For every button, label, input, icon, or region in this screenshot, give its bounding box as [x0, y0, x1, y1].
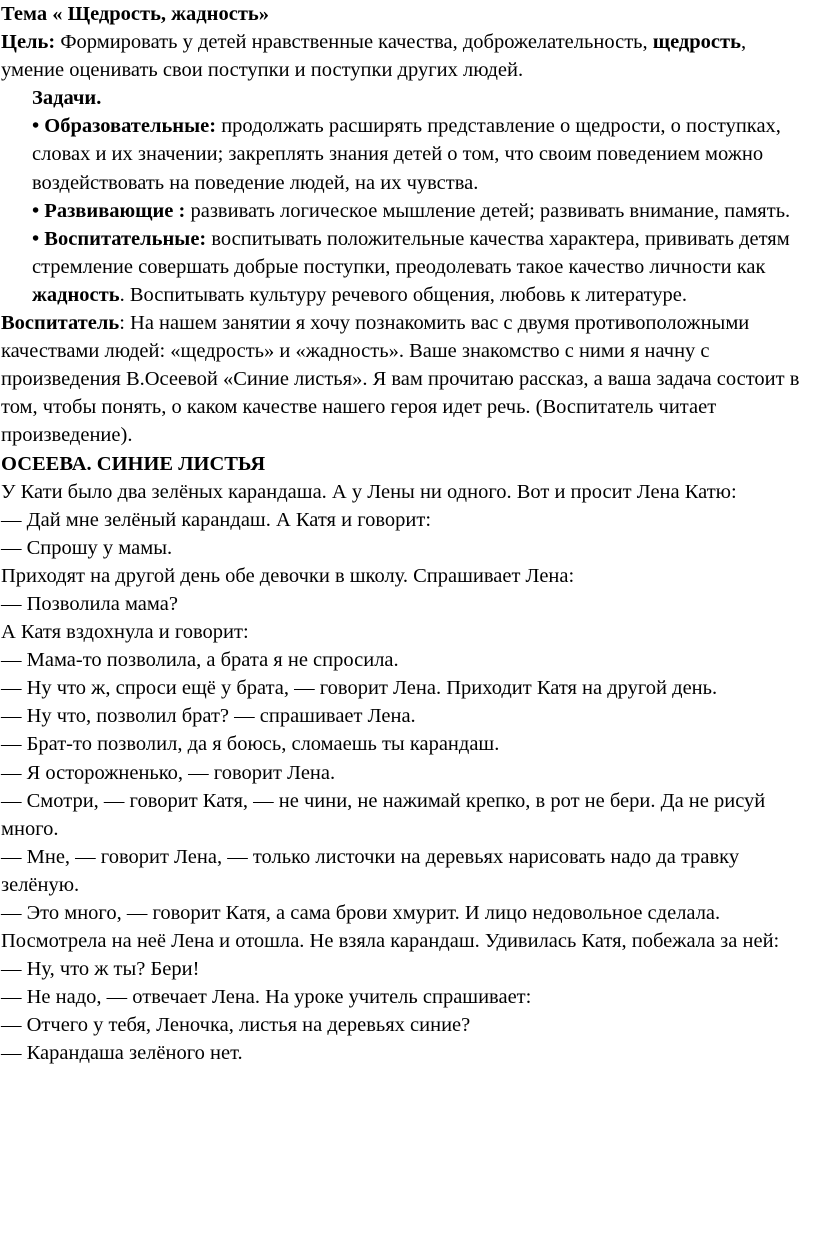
- teacher-label: Воспитатель: [1, 312, 120, 335]
- story-line: А Катя вздохнула и говорит:: [1, 621, 249, 644]
- task-upbringing-text-1: воспитывать положительные качества характера, прививать детям стремление совершать добрые поступки, преодолевать такое качество личности как: [32, 227, 790, 278]
- story-line: — Ну, что ж ты? Бери!: [1, 958, 200, 981]
- story-line: — Это много, — говорит Катя, а сама брови хмурит. И лицо недовольное сделала. Посмотрела на неё Лена и отошла. Не взяла карандаш. Удивилась Катя, побежала за ней:: [1, 902, 780, 953]
- goal-paragraph: [1, 28, 812, 84]
- teacher-text: : На нашем занятии я хочу познакомить вас с двумя противоположными качествами людей: «щедрость» и «жадность». Ваше знакомство с ними я начну с произведения В.Осеевой «Синие листья». Я вам прочитаю рассказ, а ваша задача состоит в том, чтобы понять, о каком качестве нашего героя идет речь. (Воспитатель читает произведение).: [1, 312, 800, 447]
- story-line: — Смотри, — говорит Катя, — не чини, не нажимай крепко, в рот не бери. Да не рисуй много.: [1, 789, 766, 840]
- story-line: — Брат-то позволил, да я боюсь, сломаешь ты карандаш.: [1, 733, 500, 756]
- goal-label: Цель:: [1, 31, 56, 54]
- task-upbringing-bold-greed: жадность: [32, 283, 120, 306]
- story-line: — Карандаша зелёного нет.: [1, 1042, 243, 1065]
- story-line: — Не надо, — отвечает Лена. На уроке учитель спрашивает:: [1, 986, 532, 1009]
- theme-label: Тема « Щедрость, жадность»: [1, 3, 269, 25]
- task-developing-label: • Развивающие :: [32, 199, 186, 222]
- task-educational-label: • Образовательные:: [32, 115, 217, 138]
- goal-text-2: , умение оценивать свои поступки и поступки других людей.: [1, 31, 747, 82]
- task-educational: [1, 112, 812, 196]
- task-educational-text: продолжать расширять представление о щедрости, о поступках, словах и их значении; закреплять знания детей о том, что своим поведением можно воздействовать на поведение людей, на их чувства.: [32, 115, 781, 194]
- story-line: — Отчего у тебя, Леночка, листья на деревьях синие?: [1, 1014, 471, 1037]
- task-developing-text: развивать логическое мышление детей; развивать внимание, память.: [185, 199, 791, 222]
- goal-text-1: Формировать у детей нравственные качества, доброжелательность,: [55, 31, 653, 54]
- story-line: — Дай мне зелёный карандаш. А Катя и говорит:: [1, 508, 432, 531]
- story-line: — Спрошу у мамы.: [1, 536, 173, 559]
- story-line: У Кати было два зелёных карандаша. А у Лены ни одного. Вот и просит Лена Катю:: [1, 480, 737, 503]
- story-line: — Мама-то позволила, а брата я не спросила.: [1, 649, 399, 672]
- story-line: — Позволила мама?: [1, 592, 178, 615]
- tasks-heading: Задачи.: [32, 87, 102, 110]
- theme-line: [1, 0, 812, 28]
- task-upbringing-label: • Воспитательные:: [32, 227, 207, 250]
- story-line: — Ну что ж, спроси ещё у брата, — говорит Лена. Приходит Катя на другой день.: [1, 677, 718, 700]
- task-upbringing: [1, 225, 812, 309]
- story-line: — Я осторожненько, — говорит Лена.: [1, 761, 336, 784]
- goal-bold-generosity: щедрость: [652, 31, 741, 54]
- story-line: Приходят на другой день обе девочки в школу. Спрашивает Лена:: [1, 564, 575, 587]
- teacher-paragraph: [1, 309, 812, 449]
- story-title: ОСЕЕВА. СИНИЕ ЛИСТЬЯ: [1, 452, 266, 475]
- task-upbringing-text-2: . Воспитывать культуру речевого общения, любовь к литературе.: [119, 283, 687, 306]
- story-line: — Ну что, позволил брат? — спрашивает Лена.: [1, 705, 416, 728]
- task-developing: [1, 197, 812, 225]
- story-line: — Мне, — говорит Лена, — только листочки на деревьях нарисовать надо да травку зелёную.: [1, 845, 740, 896]
